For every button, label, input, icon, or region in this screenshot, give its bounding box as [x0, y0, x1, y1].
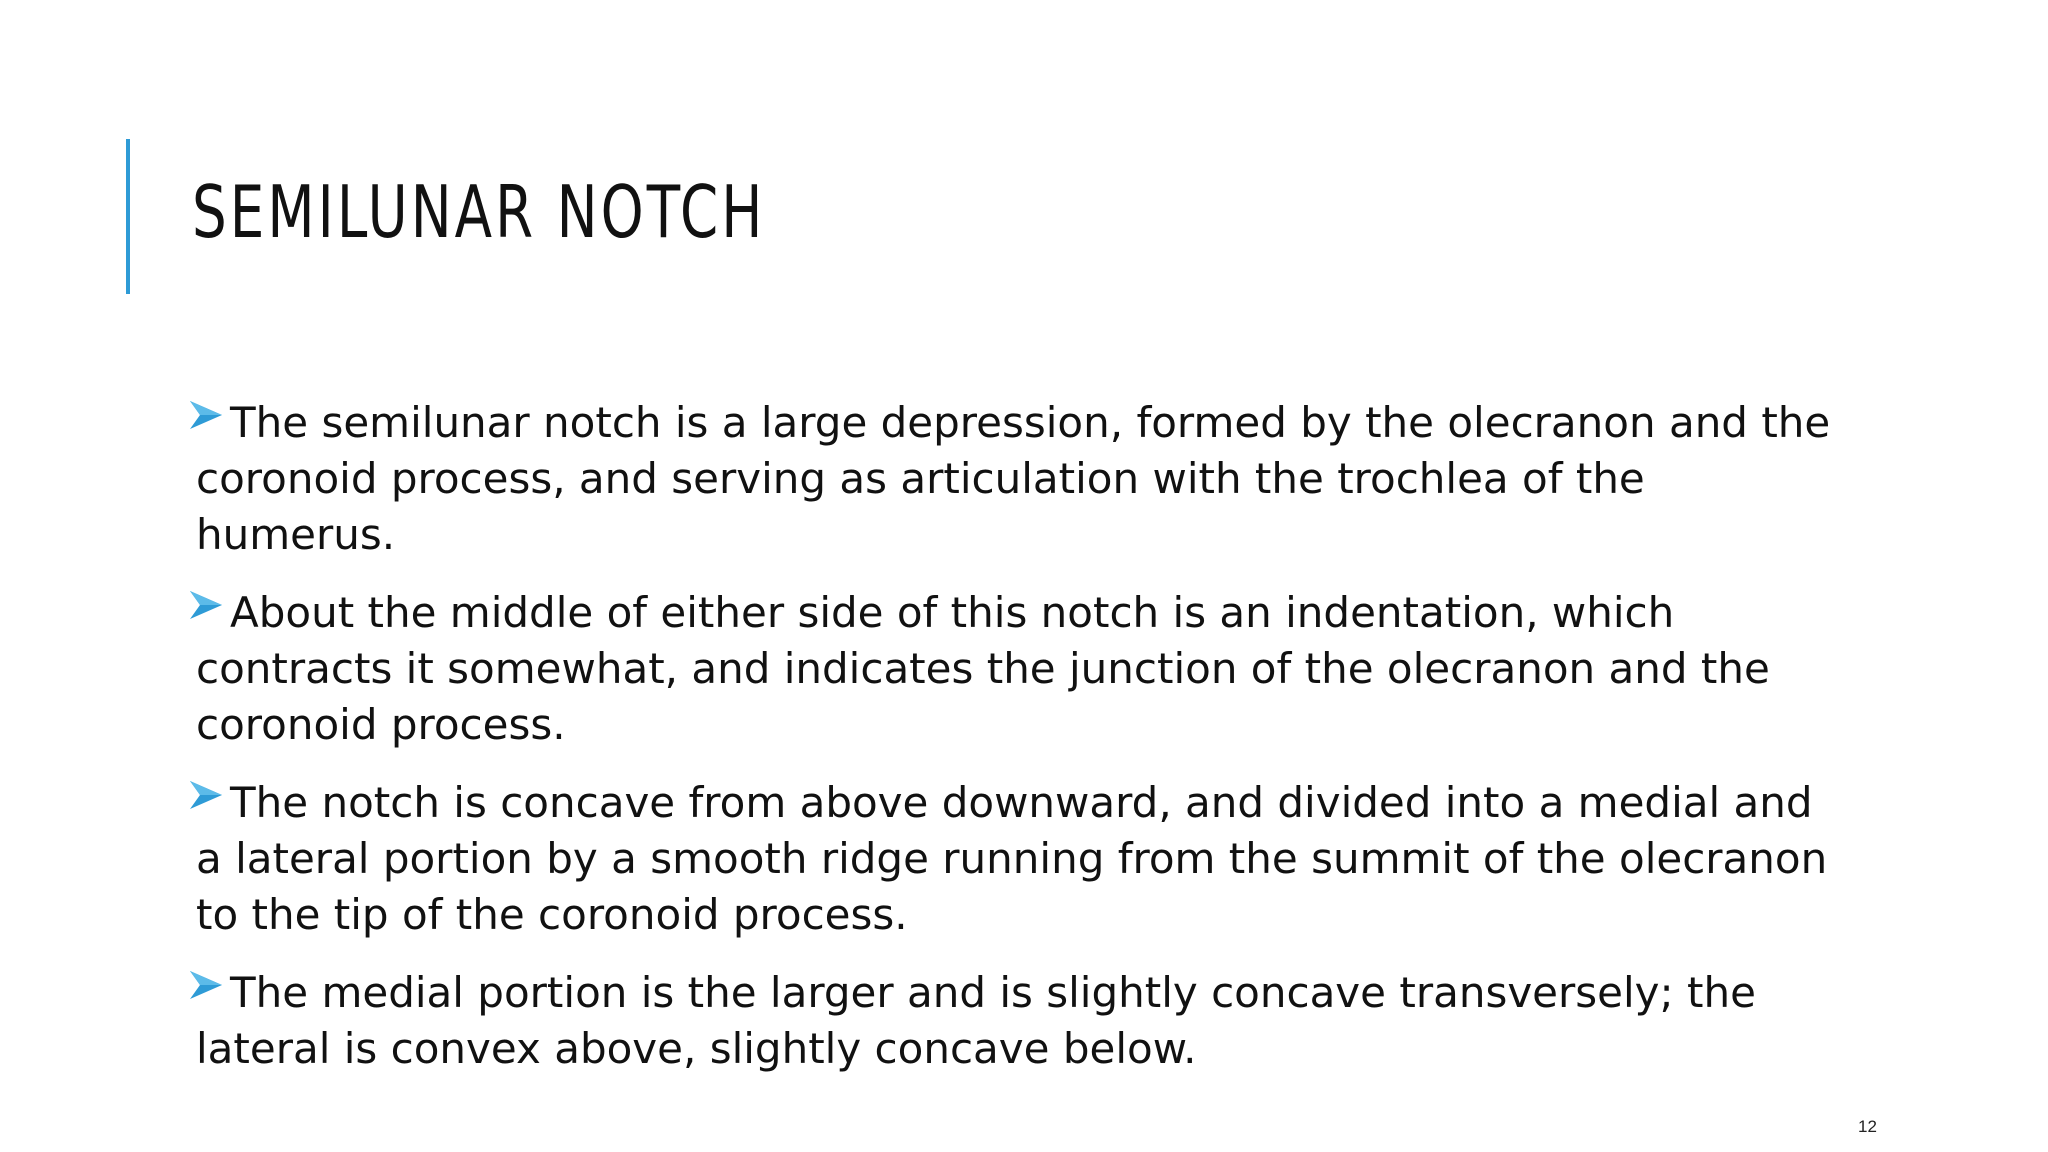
- title-accent-bar: [126, 139, 130, 294]
- bullet-item: [196, 775, 1836, 943]
- page-number: 12: [1858, 1117, 1877, 1136]
- bullet-item: [196, 965, 1836, 1077]
- arrow-bullet-icon: [188, 587, 228, 623]
- bullet-text: About the middle of either side of this notch is an indentation, which contracts it somewhat, and indicates the junction of the olecranon and the coronoid process.: [196, 588, 1770, 749]
- arrow-bullet-icon: [188, 967, 228, 1003]
- bullet-text: The medial portion is the larger and is slightly concave transversely; the lateral is convex above, slightly concave below.: [196, 968, 1756, 1073]
- bullet-item: [196, 585, 1836, 753]
- bullet-text: The semilunar notch is a large depression, formed by the olecranon and the coronoid process, and serving as articulation with the trochlea of the humerus.: [196, 398, 1831, 559]
- bullet-item: [196, 395, 1836, 563]
- arrow-bullet-icon: [188, 397, 228, 433]
- slide-title: SEMILUNAR NOTCH: [192, 170, 766, 254]
- arrow-bullet-icon: [188, 777, 228, 813]
- bullet-text: The notch is concave from above downward, and divided into a medial and a lateral portion by a smooth ridge running from the summit of the olecranon to the tip of the coronoid process.: [196, 778, 1828, 939]
- bullet-list: [196, 395, 1836, 1099]
